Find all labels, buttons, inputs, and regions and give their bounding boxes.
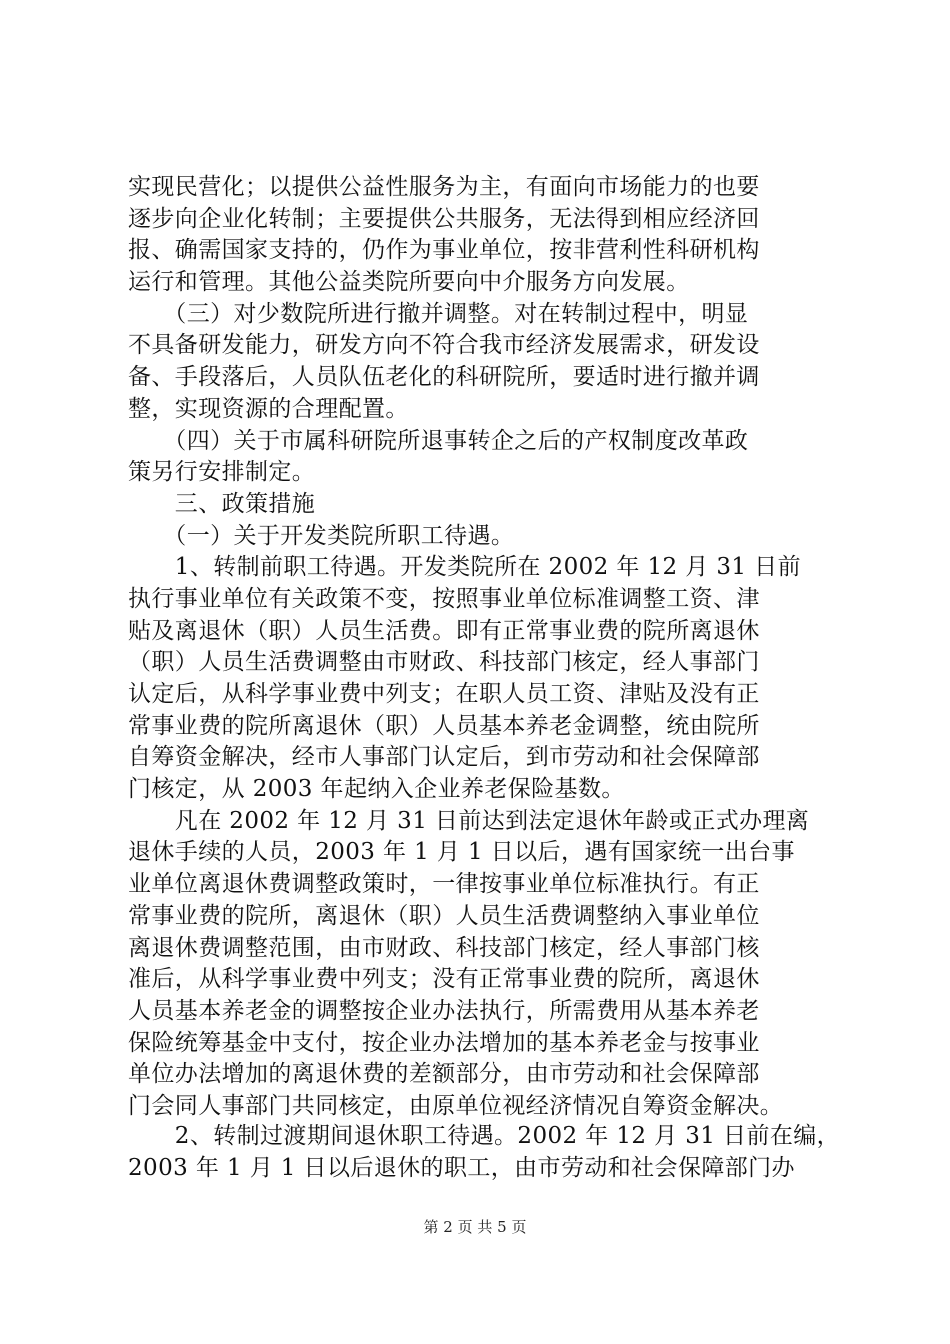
page-number-footer: 第 2 页 共 5 页 [423, 1218, 527, 1236]
text-line: 不具备研发能力，研发方向不符合我市经济发展需求，研发设 [128, 332, 760, 359]
text-line: （三）对少数院所进行撤并调整。对在转制过程中，明显 [128, 300, 749, 327]
text-line: 2003 年 1 月 1 日以后退休的职工，由市劳动和社会保障部门办 [128, 1155, 795, 1181]
text-line: 凡在 2002 年 12 月 31 日前达到法定退休年龄或正式办理离 [128, 807, 810, 834]
text-line: 准后，从科学事业费中列支；没有正常事业费的院所，离退休 [128, 966, 760, 993]
section-heading: 三、政策措施 [128, 490, 316, 517]
body-text-block-1 [128, 172, 828, 1123]
text-line: 贴及离退休（职）人员生活费。即有正常事业费的院所离退休 [128, 617, 760, 644]
text-line: 运行和管理。其他公益类院所要向中介服务方向发展。 [128, 269, 690, 296]
text-line: 报、确需国家支持的，仍作为事业单位，按非营利性科研机构 [128, 237, 760, 264]
text-line: 执行事业单位有关政策不变，按照事业单位标准调整工资、津 [128, 585, 760, 612]
text-line: 策另行安排制定。 [128, 459, 316, 486]
text-line: 自筹资金解决，经市人事部门认定后，到市劳动和社会保障部 [128, 744, 760, 771]
text-line: 备、手段落后，人员队伍老化的科研院所，要适时进行撤并调 [128, 364, 760, 391]
text-line: 常事业费的院所，离退休（职）人员生活费调整纳入事业单位 [128, 902, 760, 929]
text-line: 认定后，从科学事业费中列支；在职人员工资、津贴及没有正 [128, 681, 760, 707]
body-text-block-2 [128, 1120, 848, 1184]
text-line: （职）人员生活费调整由市财政、科技部门核定，经人事部门 [128, 649, 760, 676]
text-line: 1、转制前职工待遇。开发类院所在 2002 年 12 月 31 日前 [128, 554, 801, 581]
text-line: 实现民营化；以提供公益性服务为主，有面向市场能力的也要 [128, 174, 760, 200]
text-line: 保险统筹基金中支付，按企业办法增加的基本养老金与按事业 [128, 1029, 760, 1056]
text-line: 人员基本养老金的调整按企业办法执行，所需费用从基本养老 [128, 997, 760, 1024]
text-line: 门会同人事部门共同核定，由原单位视经济情况自筹资金解决。 [128, 1092, 784, 1119]
text-line: 2、转制过渡期间退休职工待遇。2002 年 12 月 31 日前在编， [128, 1123, 841, 1149]
text-line: 门核定，从 2003 年起纳入企业养老保险基数。 [128, 776, 625, 803]
text-line: 离退休费调整范围，由市财政、科技部门核定，经人事部门核 [128, 934, 760, 961]
text-line: 退休手续的人员，2003 年 1 月 1 日以后，遇有国家统一出台事 [128, 839, 795, 866]
text-line: 整，实现资源的合理配置。 [128, 395, 409, 422]
text-line: 单位办法增加的离退休费的差额部分，由市劳动和社会保障部 [128, 1061, 760, 1088]
subsection-heading: （一）关于开发类院所职工待遇。 [128, 522, 515, 549]
text-line: 业单位离退休费调整政策时，一律按事业单位标准执行。有正 [128, 871, 760, 898]
text-line: （四）关于市属科研院所退事转企之后的产权制度改革政 [128, 427, 749, 454]
text-line: 逐步向企业化转制；主要提供公共服务，无法得到相应经济回 [128, 205, 760, 232]
text-line: 常事业费的院所离退休（职）人员基本养老金调整，统由院所 [128, 712, 760, 739]
